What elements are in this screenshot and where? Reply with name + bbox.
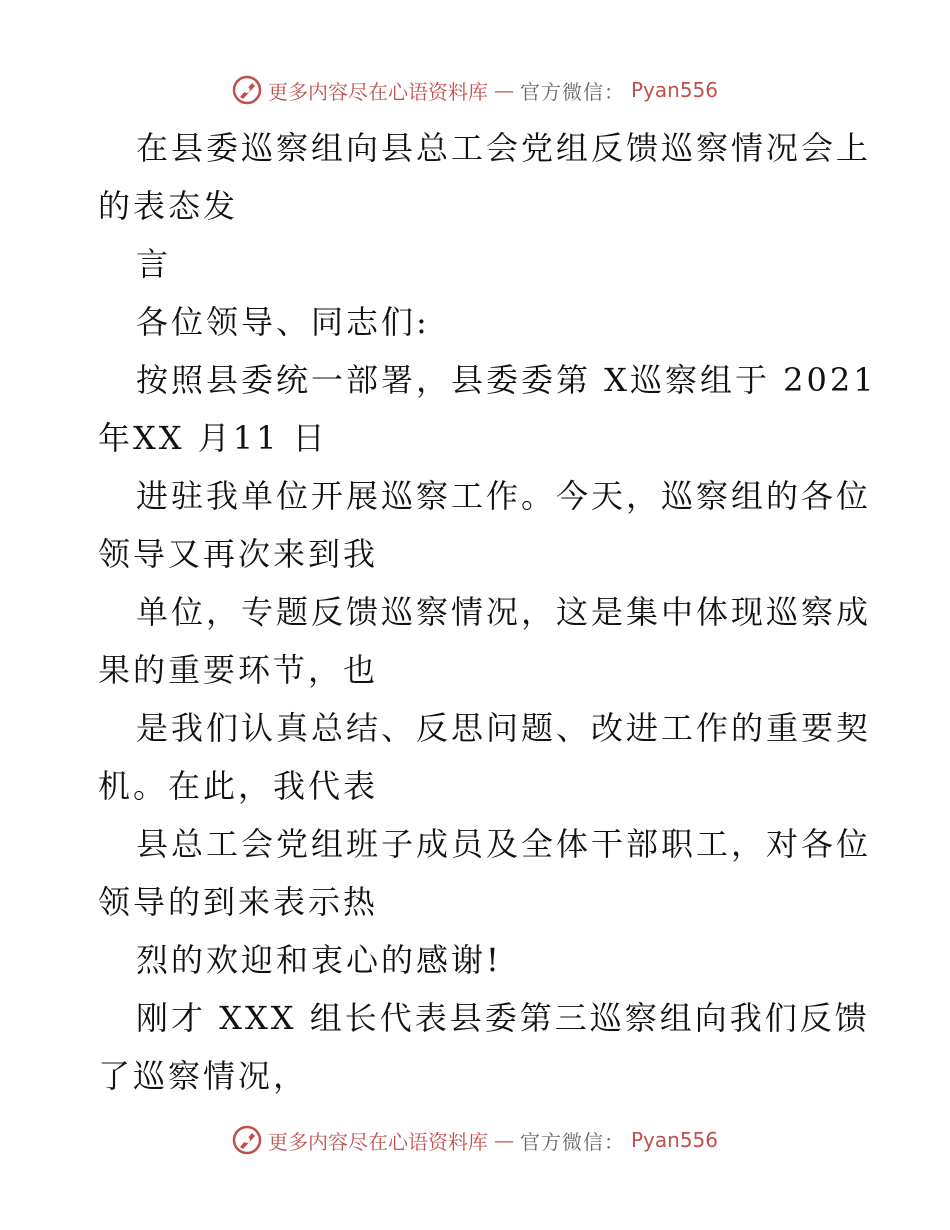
text-line: 果的重要环节，也 [98, 651, 379, 689]
header-watermark [0, 70, 950, 110]
watermark-text: 更多内容尽在心语资料库 [267, 1129, 488, 1154]
pen-logo-icon [232, 75, 262, 105]
watermark-wechat-id: Pyan556 [630, 1128, 718, 1152]
text-line: 领导又再次来到我 [98, 535, 379, 573]
text-line: 年XX 月11 日 [98, 419, 328, 457]
text-line: 在县委巡察组向县总工会党组反馈巡察情况会上 [136, 129, 872, 167]
text-line: 刚才 XXX 组长代表县委第三巡察组向我们反馈 [136, 999, 870, 1037]
text-line: 各位领导、同志们: [136, 303, 430, 341]
text-line: 领导的到来表示热 [98, 883, 379, 921]
watermark-separator: — [493, 78, 514, 102]
text-line: 单位，专题反馈巡察情况，这是集中体现巡察成 [136, 593, 872, 631]
watermark-official-label: 官方微信： [519, 79, 625, 104]
text-line: 的表态发 [98, 187, 239, 225]
footer-watermark [0, 1120, 950, 1160]
text-line: 按照县委统一部署，县委委第 X巡察组于 2021 [136, 361, 877, 399]
watermark-wechat-id: Pyan556 [630, 78, 718, 102]
text-line: 进驻我单位开展巡察工作。今天，巡察组的各位 [136, 477, 872, 515]
text-line: 言 [136, 245, 172, 283]
watermark-text: 更多内容尽在心语资料库 [267, 79, 488, 104]
pen-logo-icon [232, 1125, 262, 1155]
watermark-separator: — [493, 1128, 514, 1152]
document-body [98, 119, 877, 1105]
text-line: 县总工会党组班子成员及全体干部职工，对各位 [136, 825, 872, 863]
text-line: 是我们认真总结、反思问题、改进工作的重要契 [136, 709, 872, 747]
text-line: 机。在此，我代表 [98, 767, 379, 805]
text-line: 了巡察情况， [98, 1057, 309, 1095]
text-line: 烈的欢迎和衷心的感谢! [136, 941, 502, 979]
watermark-official-label: 官方微信： [519, 1129, 625, 1154]
